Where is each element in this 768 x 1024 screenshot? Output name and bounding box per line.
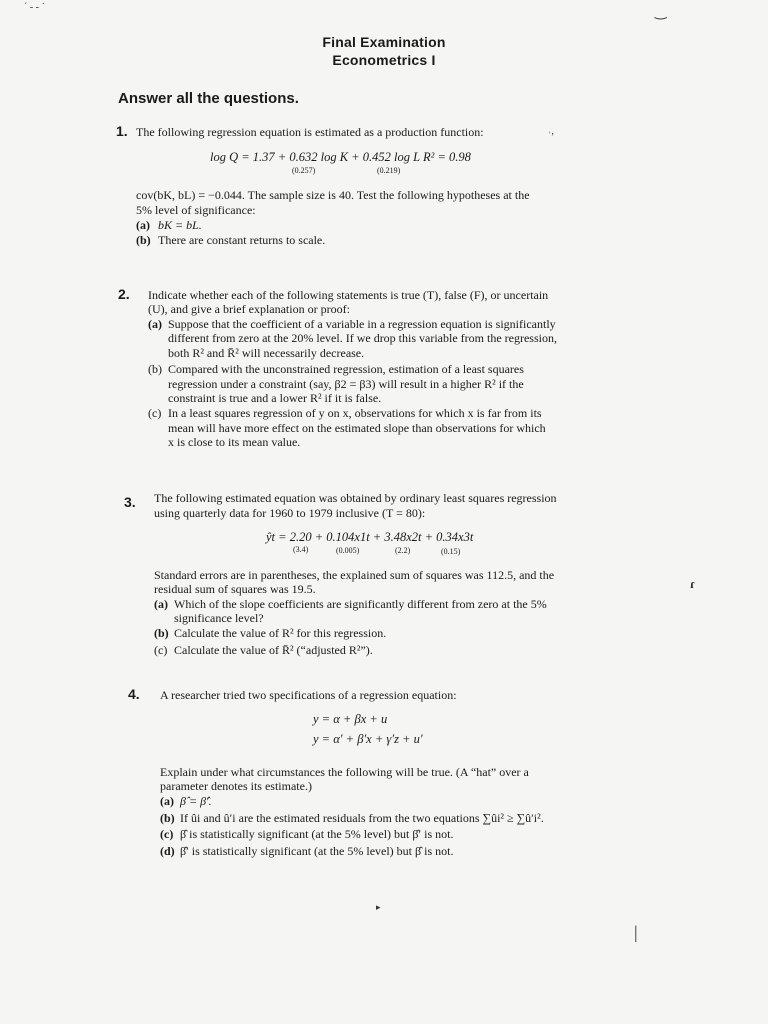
q3-part-c-text: Calculate the value of R̄² (“adjusted R²”).	[174, 643, 373, 657]
q2-part-b-label: (b)	[148, 362, 162, 376]
q3-intro-2: using quarterly data for 1960 to 1979 inclusive (T = 80):	[154, 506, 426, 520]
q3-part-a-1: Which of the slope coefficients are significantly different from zero at the 5%	[174, 597, 547, 611]
q1-text-line-1: cov(bK, bL) = −0.044. The sample size is 40. Test the following hypotheses at the	[136, 188, 530, 202]
q3-part-a-label: (a)	[154, 597, 168, 611]
q2-part-a-3: both R² and R̄² will necessarily decrease.	[168, 346, 365, 360]
q1-part-a-label: (a)	[136, 218, 150, 232]
instructions: Answer all the questions.	[118, 90, 299, 107]
q2-part-c-label: (c)	[148, 406, 162, 420]
q2-part-a-2: different from zero at the 20% level. If we drop this variable from the regression,	[168, 331, 557, 345]
q4-equation-1: y = α + βx + u	[313, 712, 388, 726]
q2-part-a-label: (a)	[148, 317, 162, 331]
q2-part-c-3: x is close to its mean value.	[168, 435, 301, 449]
q1-intro: The following regression equation is estimated as a production function:	[136, 125, 484, 139]
q2-intro-2: (U), and give a brief explanation or proof:	[148, 302, 350, 316]
q2-part-a-1: Suppose that the coefficient of a variable in a regression equation is significantly	[168, 317, 556, 331]
scan-speck: ˒,	[548, 126, 554, 137]
q2-part-b-1: Compared with the unconstrained regression, estimation of a least squares	[168, 362, 524, 376]
q2-part-c-1: In a least squares regression of y on x, observations for which x is far from its	[168, 406, 542, 420]
q4-part-a-text: β̂ = β̂′.	[180, 794, 212, 808]
q3-part-c-label: (c)	[154, 643, 168, 657]
q3-part-a-2: significance level?	[174, 611, 264, 625]
q1-equation: log Q = 1.37 + 0.632 log K + 0.452 log L R² = 0.98	[210, 150, 471, 164]
scan-speck: |	[634, 922, 638, 942]
question-4-number: 4.	[128, 686, 140, 702]
question-3-number: 3.	[124, 494, 136, 510]
q1-part-a-text: bK = bL.	[158, 218, 202, 232]
q4-part-c-label: (c)	[160, 827, 174, 841]
q1-part-b-label: (b)	[136, 233, 151, 247]
question-1-number: 1.	[116, 123, 128, 139]
q4-part-d-label: (d)	[160, 844, 175, 858]
q3-se-1: (3.4)	[293, 545, 309, 554]
q4-part-d-text: β̂′ is statistically significant (at the 5% level) but β̂ is not.	[180, 844, 454, 858]
q1-text-line-2: 5% level of significance:	[136, 203, 256, 217]
course-title: Econometrics I	[332, 52, 436, 68]
question-2-number: 2.	[118, 286, 130, 302]
q4-part-a-label: (a)	[160, 794, 174, 808]
q4-text-line-2: parameter denotes its estimate.)	[160, 779, 312, 793]
q3-part-b-text: Calculate the value of R² for this regression.	[174, 626, 387, 640]
q3-equation: ŷt = 2.20 + 0.104x1t + 3.48x2t + 0.34x3t	[266, 530, 474, 544]
q2-part-b-2: regression under a constraint (say, β2 = β3) will result in a higher R² if the	[168, 377, 524, 391]
q3-intro-1: The following estimated equation was obtained by ordinary least squares regression	[154, 491, 557, 505]
q1-se-2: (0.219)	[377, 166, 401, 175]
q2-intro-1: Indicate whether each of the following statements is true (T), false (F), or uncertain	[148, 288, 549, 302]
q3-se-2: (0.005)	[336, 546, 360, 555]
q4-part-b-label: (b)	[160, 811, 175, 825]
q2-part-b-3: constraint is true and a lower R² if it is false.	[168, 391, 382, 405]
q3-part-b-label: (b)	[154, 626, 169, 640]
exam-title: Final Examination	[322, 34, 446, 50]
q3-se-3: (2.2)	[395, 546, 411, 555]
q4-text-line-1: Explain under what circumstances the following will be true. (A “hat” over a	[160, 765, 529, 779]
q1-se-1: (0.257)	[292, 166, 316, 175]
scan-speck: ˊ ‐ ‐ ˙	[24, 2, 45, 13]
q3-se-4: (0.15)	[441, 547, 461, 556]
q2-part-c-2: mean will have more effect on the estimated slope than observations for which	[168, 421, 546, 435]
scan-speck: ɾ	[690, 576, 696, 591]
scan-speck: ‿	[655, 5, 667, 20]
q1-part-b-text: There are constant returns to scale.	[158, 233, 326, 247]
q4-intro: A researcher tried two specifications of a regression equation:	[160, 688, 457, 702]
q3-text-line-1: Standard errors are in parentheses, the explained sum of squares was 112.5, and the	[154, 568, 555, 582]
q4-part-c-text: β̂ is statistically significant (at the 5% level) but β̂′ is not.	[180, 827, 454, 841]
q3-text-line-2: residual sum of squares was 19.5.	[154, 582, 316, 596]
scan-speck: ▸	[376, 902, 381, 912]
q4-equation-2: y = α′ + β′x + γ′z + u′	[313, 732, 423, 746]
q4-part-b-text: If ûi and û′i are the estimated residuals from the two equations ∑ûi² ≥ ∑û′i².	[180, 811, 544, 825]
